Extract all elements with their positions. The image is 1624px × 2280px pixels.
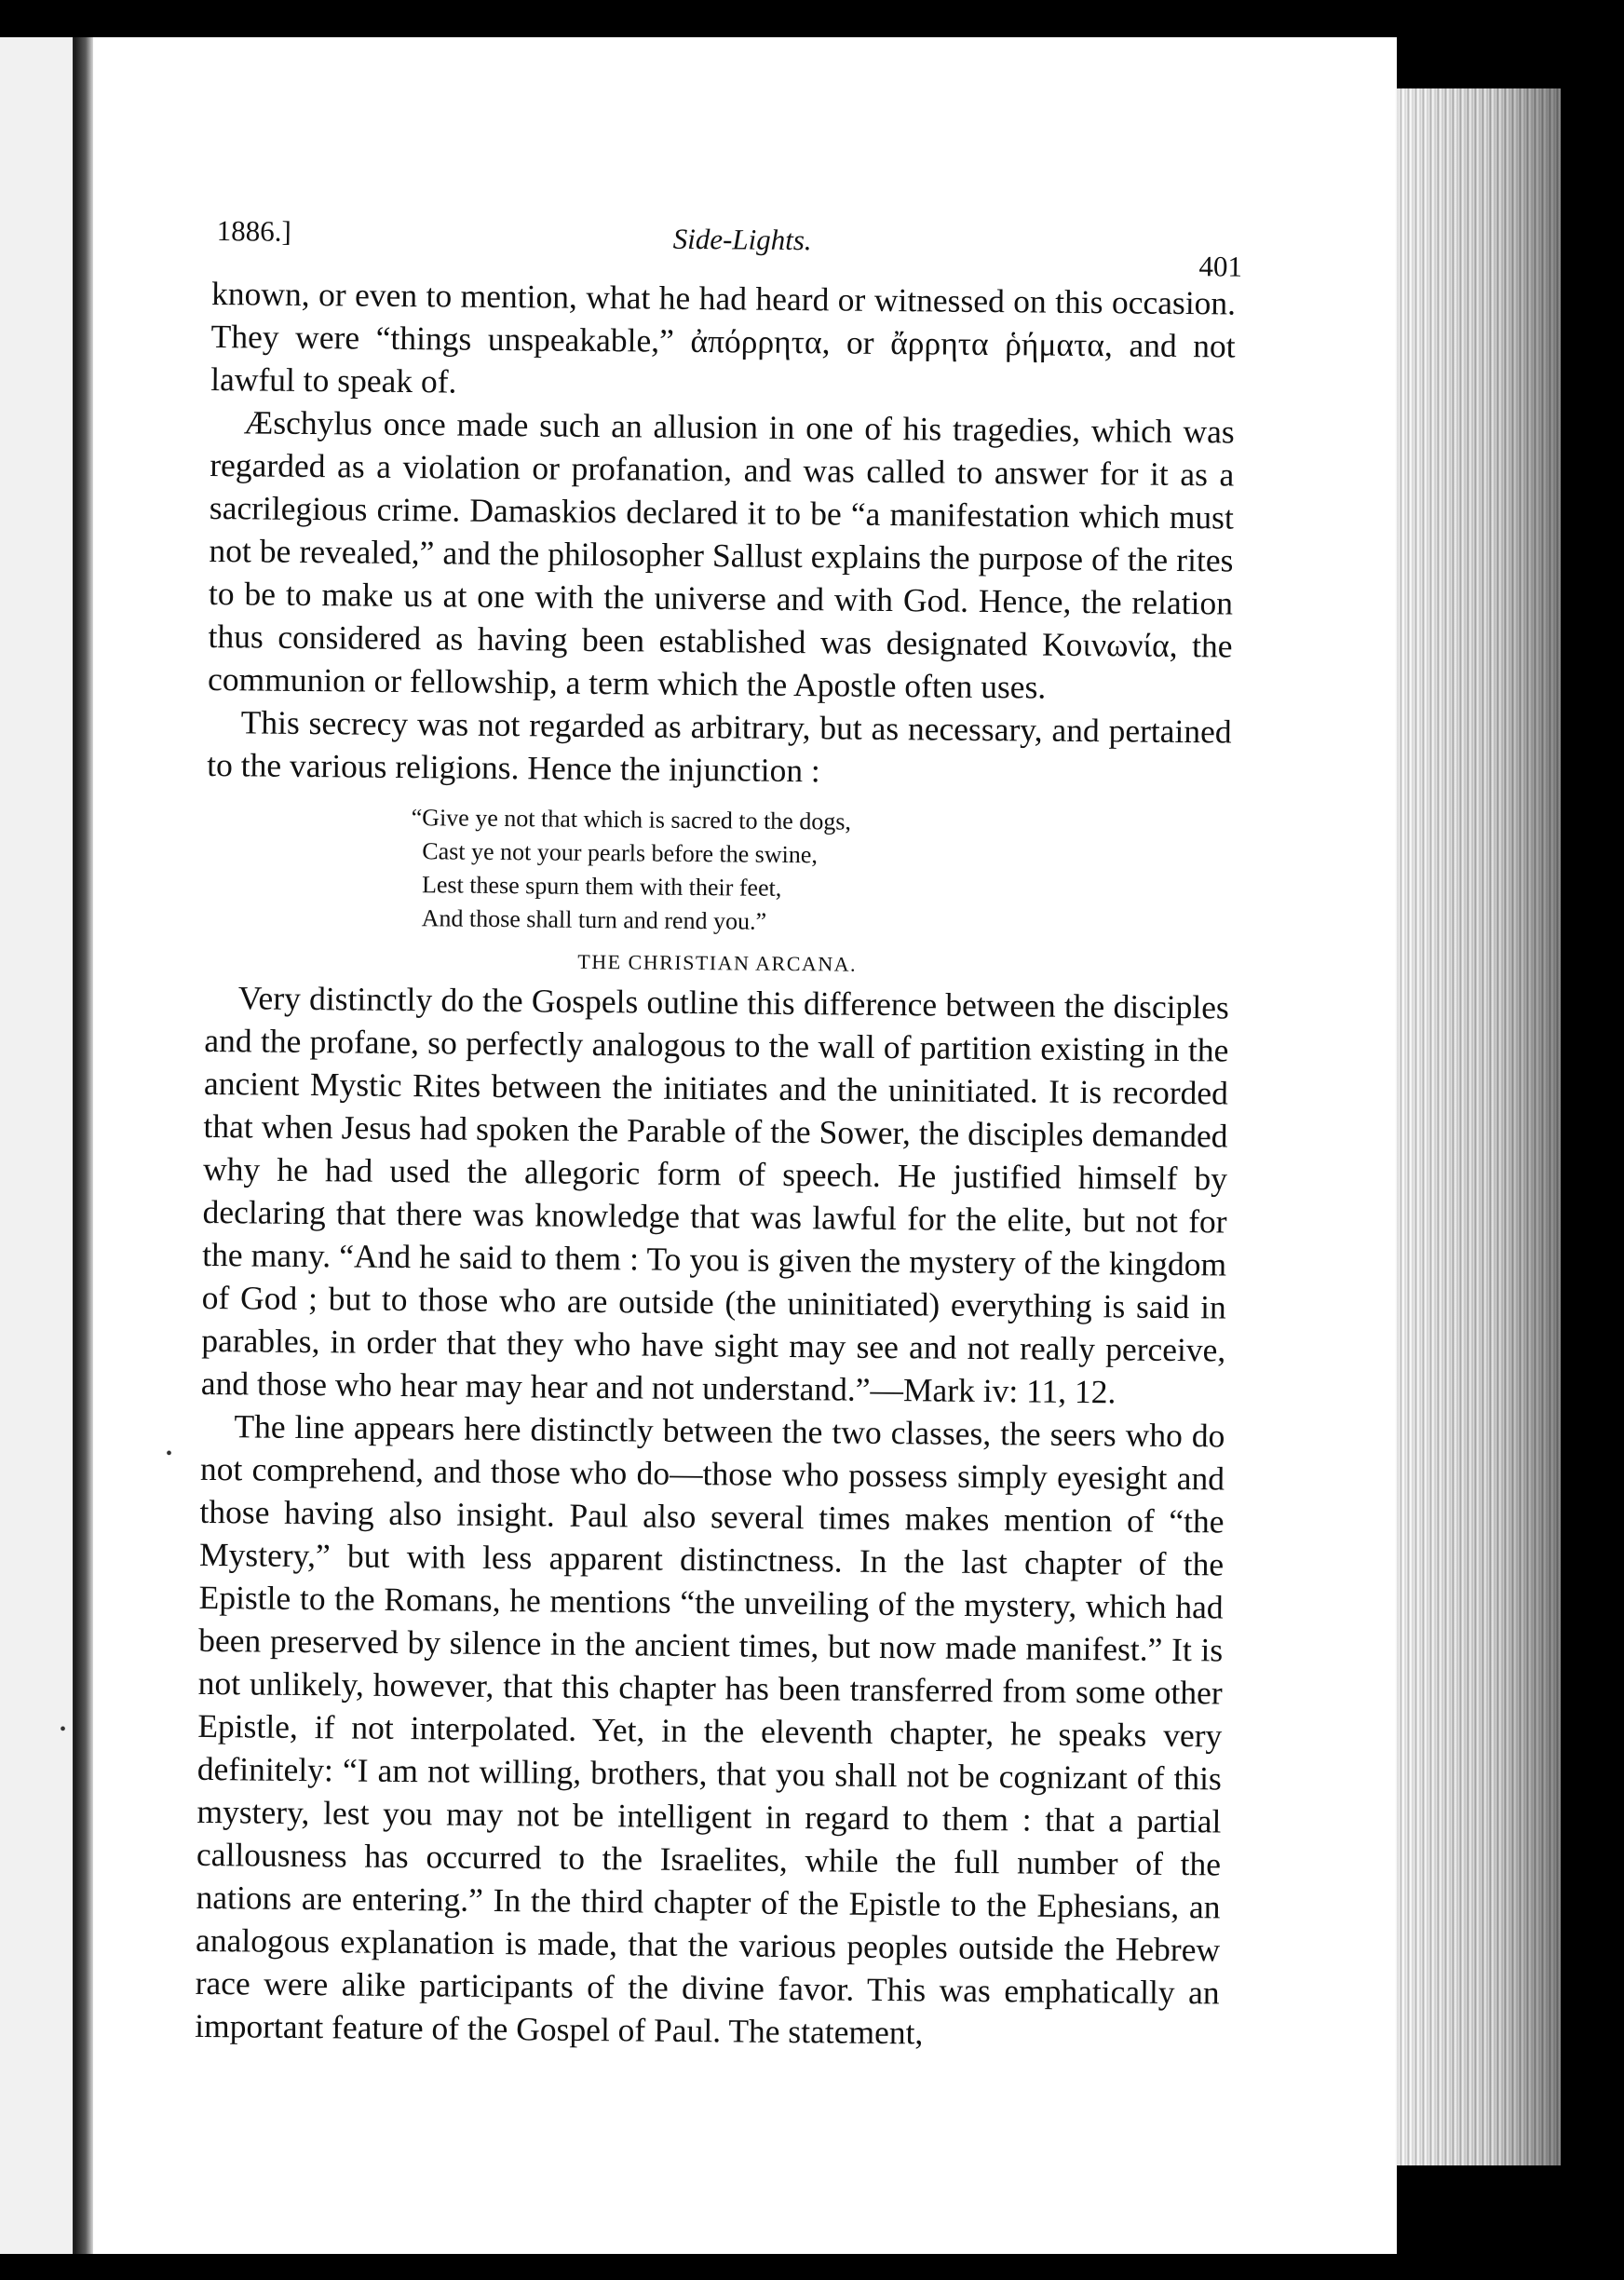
paragraph: This secrecy was not regarded as arbitrary, but as necessary, and pertained to the various religions. Hence the injunction : xyxy=(207,703,1232,790)
margin-speck: • xyxy=(60,1719,67,1740)
verse-line: “Give ye not that which is sacred to the dogs, xyxy=(411,804,852,835)
paragraph: known, or even to mention, what he had heard or witnessed on this occasion. They were “things unspeakable,” ἀπόρρητα, or ἄρρητα ῥήματα, and not lawful to speak of. xyxy=(210,274,1237,400)
running-head-year: 1886.] xyxy=(216,214,291,248)
verse-quotation xyxy=(411,801,1231,943)
previous-page-edge xyxy=(0,37,75,2254)
paragraph: Very distinctly do the Gospels outline this difference between the disciples and the profane, so perfectly analogous to the wall of partition existing in the ancient Mystic Rites between the initiates and the uninitiated. It is recorded that when Jesus had spoken the Parable of the Sower, the disciples demanded why he had used the allegoric form of speech. He justified himself by declaring that there was knowledge that was lawful for the elite, but not for the many. “And he said to them : To you is given the mystery of the kingdom of God ; but to those who are outside (the uninitiated) everything is said in parables, in order that they who have sight may see and not really perceive, and those who hear may hear and not understand.”—Mark iv: 11, 12. xyxy=(200,979,1229,1411)
running-head xyxy=(211,207,1243,283)
paragraph: Æschylus once made such an allusion in one of his tragedies, which was regarded as a violation or profanation, and was called to answer for it as a sacrilegious crime. Damaskios declared it to be “a manifestation which must not be revealed,” and the philosopher Sallust explains the purpose of the rites to be to make us at one with the universe and with God. Hence, the relation thus considered as having been established was designated Κοινωνία, the communion or fellowship, a term which the Apostle often uses. xyxy=(207,403,1235,706)
section-heading: THE CHRISTIAN ARCANA. xyxy=(577,949,858,976)
verse-line: And those shall turn and rend you.” xyxy=(421,904,767,935)
page-text-block xyxy=(195,207,1243,2056)
book-gutter xyxy=(74,37,93,2254)
paragraph: The line appears here distinctly between the two classes, the seers who do not comprehend, and those who do—those who possess simply eyesight and those having also insight. Paul also several times makes mention of “the Mystery,” but with less apparent distinctness. In the last chapter of the Epistle to the Romans, he mentions “the unveiling of the mystery, which had been preserved by silence in the ancient times, but now made manifest.” It is not unlikely, however, that this chapter has been transferred from some other Epistle, if not interpolated. Yet, in the eleventh chapter, he speaks very definitely: “I am not willing, brothers, that you shall not be cognizant of this mystery, lest you may not be intelligent in regard to them : that a partial callousness has occurred to the Israelites, while the full number of the nations are entering.” In the third chapter of the Epistle to the Ephesians, an analogous explanation is made, that the various peoples outside the Hebrew race were alike participants of the divine favor. This was emphatically an important feature of the Gospel of Paul. The statement, xyxy=(195,1407,1225,2052)
verse-line: Cast ye not your pearls before the swine, xyxy=(422,837,819,869)
page-number: 401 xyxy=(1198,250,1243,283)
running-head-title: Side-Lights. xyxy=(672,222,812,257)
margin-speck: • xyxy=(166,1444,173,1464)
page-stack-edges xyxy=(1395,88,1561,2165)
verse-line: Lest these spurn them with their feet, xyxy=(421,871,782,902)
